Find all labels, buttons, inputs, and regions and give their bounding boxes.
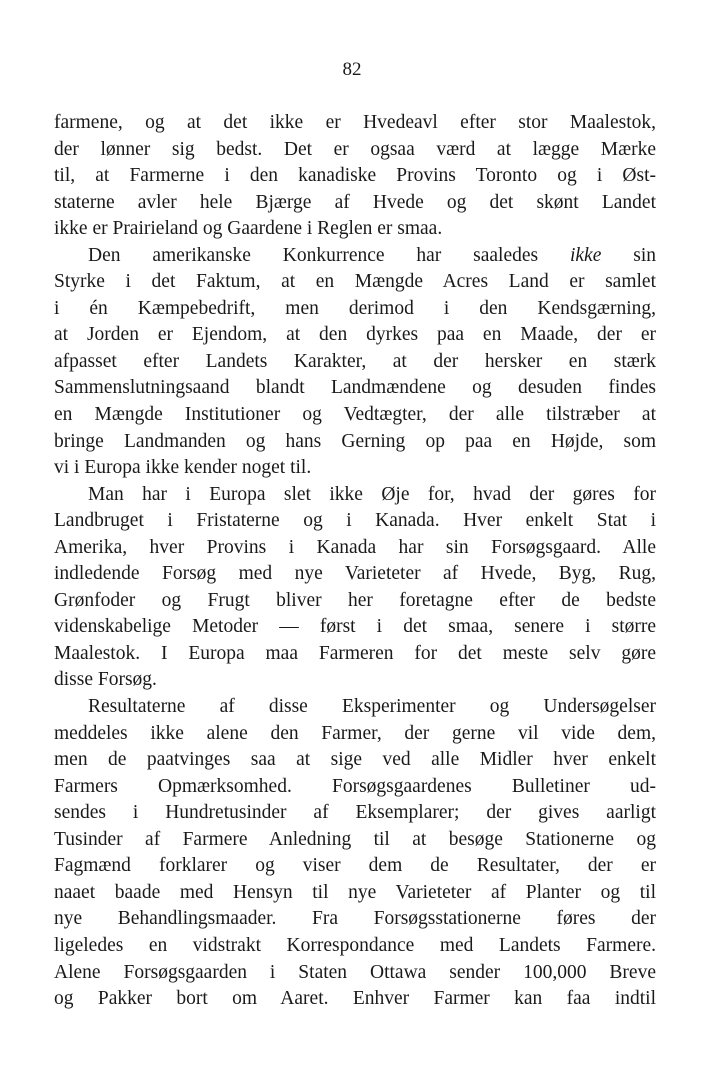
body-text xyxy=(54,110,656,1013)
text-line: vi i Europa ikke kender noget til. xyxy=(54,457,312,479)
page-number: 82 xyxy=(342,59,362,80)
text-line: der lønner sig bedst. Det er ogsaa værd at lægge Mærke xyxy=(54,138,656,160)
text-line: naaet baade med Hensyn til nye Varieteter af Planter og til xyxy=(54,881,656,903)
paragraph xyxy=(54,694,656,1013)
text-line: Farmers Opmærksomhed. Forsøgsgaardenes Bulletiner ud- xyxy=(54,775,656,797)
text-line: men de paatvinges saa at sige ved alle Midler hver enkelt xyxy=(54,749,656,771)
text-line: Fagmænd forklarer og viser dem de Resultater, der er xyxy=(54,855,656,877)
emphasized-word: ikke xyxy=(569,244,602,266)
text-line: Maalestok. I Europa maa Farmeren for det meste selv gøre xyxy=(54,642,656,664)
text-line: Alene Forsøgsgaarden i Staten Ottawa sender 100,000 Breve xyxy=(54,961,656,983)
paragraph xyxy=(54,110,656,243)
text-line: Tusinder af Farmere Anledning til at besøge Stationerne og xyxy=(54,828,656,850)
text-line: Man har i Europa slet ikke Øje for, hvad der gøres for xyxy=(88,483,656,505)
text-line: og Pakker bort om Aaret. Enhver Farmer kan faa indtil xyxy=(54,988,656,1010)
text-line: Sammenslutningsaand blandt Landmændene og desuden findes xyxy=(54,377,656,399)
text-line: videnskabelige Metoder — først i det smaa, senere i større xyxy=(54,616,656,638)
text-line: ligeledes en vidstrakt Korrespondance med Landets Farmere. xyxy=(54,934,656,956)
text-line: Resultaterne af disse Eksperimenter og Undersøgelser xyxy=(88,696,656,718)
text-line: bringe Landmanden og hans Gerning op paa en Højde, som xyxy=(54,430,656,452)
text-line: meddeles ikke alene den Farmer, der gerne vil vide dem, xyxy=(54,722,656,744)
text-run: Den amerikanske Konkurrence har saaledes xyxy=(88,244,570,266)
text-line: Amerika, hver Provins i Kanada har sin Forsøgsgaard. Alle xyxy=(54,536,656,558)
text-line: Grønfoder og Frugt bliver her foretagne efter de bedste xyxy=(54,589,656,611)
text-line: nye Behandlingsmaader. Fra Forsøgsstationerne føres der xyxy=(54,908,656,930)
text-line: i én Kæmpebedrift, men derimod i den Kendsgærning, xyxy=(54,297,656,319)
text-line: en Mængde Institutioner og Vedtægter, der alle tilstræber at xyxy=(54,404,656,426)
text-line xyxy=(54,243,656,270)
paragraph xyxy=(54,243,656,482)
text-line: at Jorden er Ejendom, at den dyrkes paa en Maade, der er xyxy=(54,324,656,346)
text-line: farmene, og at det ikke er Hvedeavl efter stor Maalestok, xyxy=(54,112,656,133)
text-line: sendes i Hundretusinder af Eksemplarer; der gives aarligt xyxy=(54,802,656,824)
text-line: indledende Forsøg med nye Varieteter af Hvede, Byg, Rug, xyxy=(54,563,656,585)
text-line: disse Forsøg. xyxy=(54,669,157,691)
text-run: sin xyxy=(601,244,656,266)
text-line: afpasset efter Landets Karakter, at der hersker en stærk xyxy=(54,350,656,372)
text-line: staterne avler hele Bjærge af Hvede og det skønt Landet xyxy=(54,191,656,213)
text-line: ikke er Prairieland og Gaardene i Reglen er smaa. xyxy=(54,218,443,240)
text-line: Styrke i det Faktum, at en Mængde Acres Land er samlet xyxy=(54,271,656,293)
text-line: Landbruget i Fristaterne og i Kanada. Hver enkelt Stat i xyxy=(54,510,656,532)
text-line: til, at Farmerne i den kanadiske Provins Toronto og i Øst- xyxy=(54,165,656,187)
paragraph xyxy=(54,482,656,694)
